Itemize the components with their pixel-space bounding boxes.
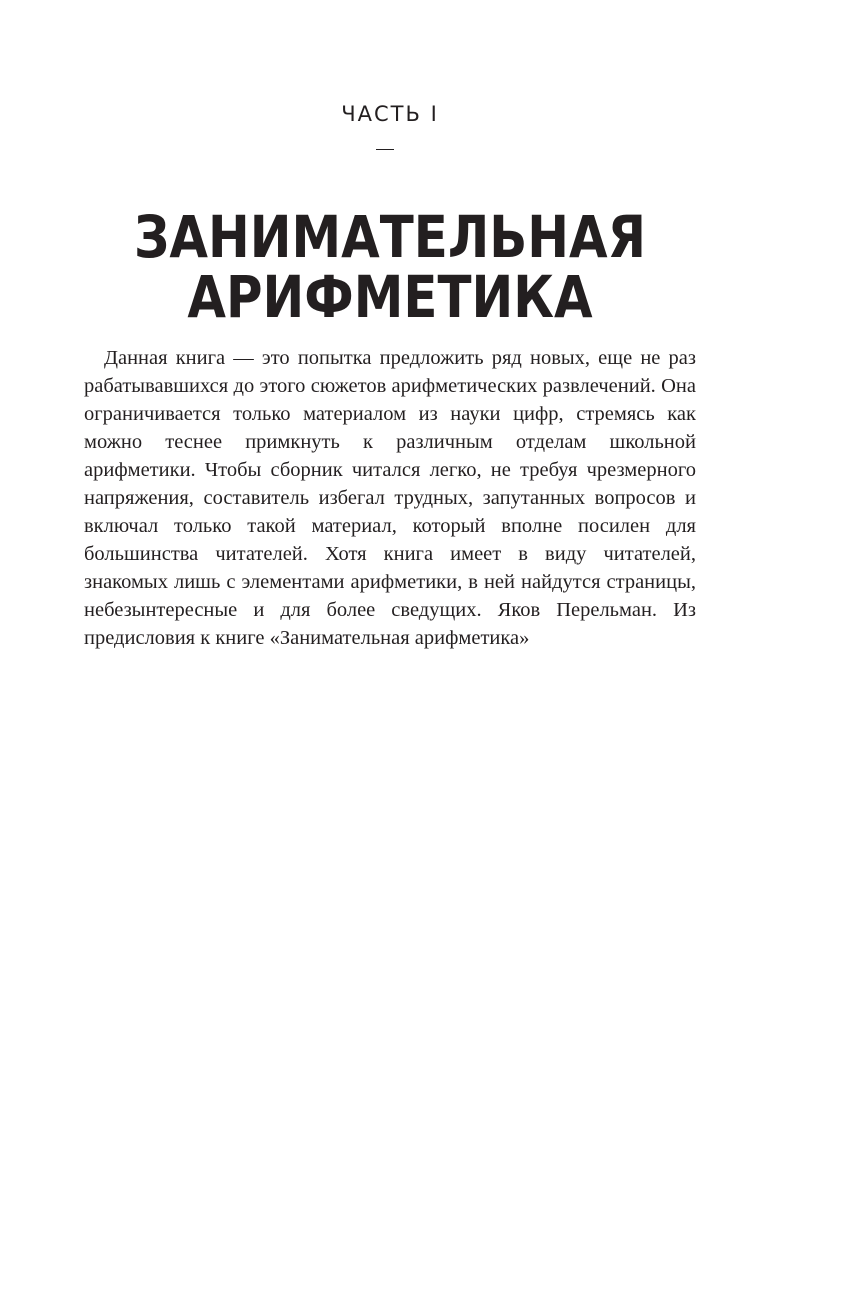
intro-paragraph: Данная книга — это попытка предложить ряд новых, еще не раз рабатывавшихся до этого сюжетов арифметических развлечений. Она ограничивается только материалом из науки цифр, стремясь как можно теснее примкнуть к различным отделам школьной арифметики. Чтобы сборник читался легко, не требуя чрезмерного напряжения, составитель избегал трудных, запутанных вопросов и включал только такой материал, который вполне посилен для большинства читателей. Хотя книга имеет в виду читателей, знакомых лишь с элементами арифметики, в ней найдутся страницы, небезынтересные и для более сведущих. Яков Перельман. Из предисловия к книге «Занимательная арифметика»: [84, 347, 696, 649]
chapter-title-line-1: ЗАНИМАТЕЛЬНАЯ: [133, 202, 647, 271]
chapter-title-line-2: АРИФМЕТИКА: [187, 262, 593, 331]
title-divider: [376, 149, 394, 150]
chapter-title: [55, 202, 726, 331]
part-label: ЧАСТЬ I: [341, 102, 439, 126]
